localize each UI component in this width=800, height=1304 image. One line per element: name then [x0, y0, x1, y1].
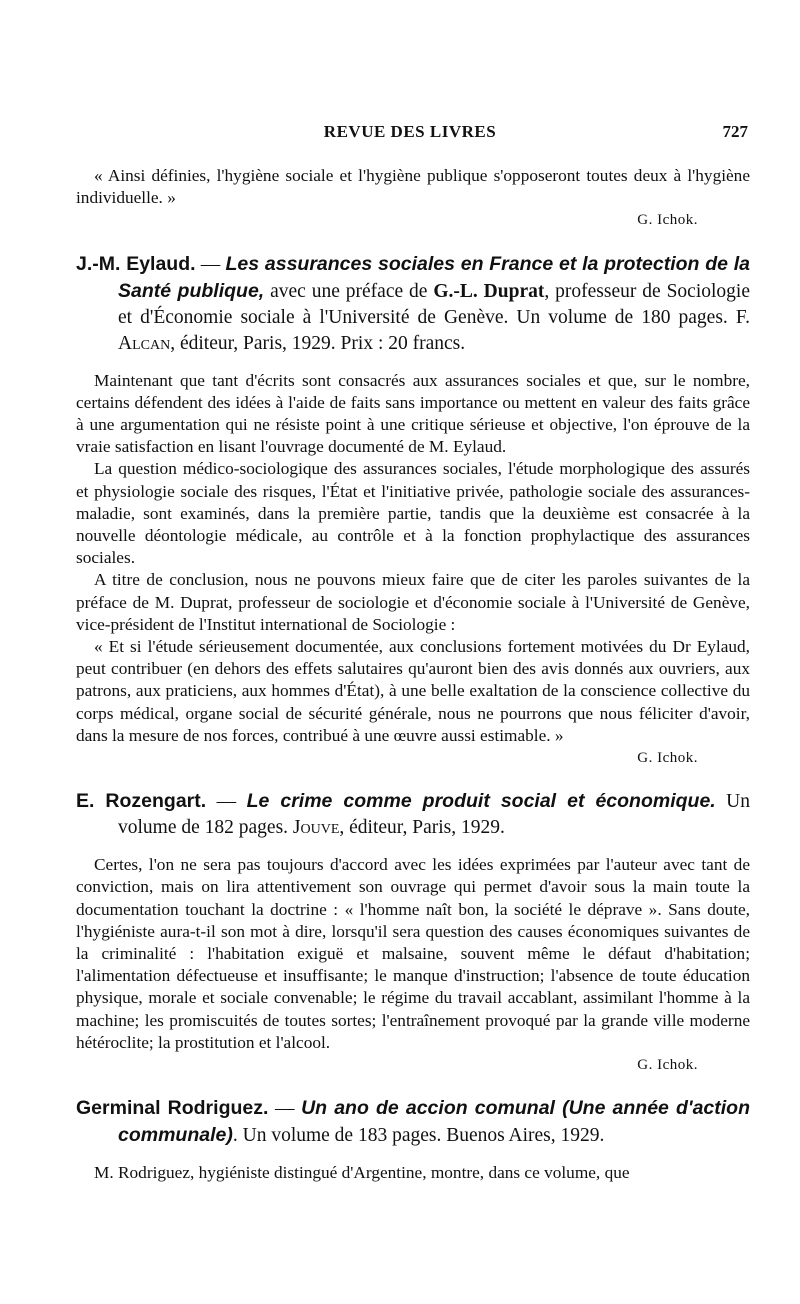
review-paragraph: La question médico-sociologique des assurances sociales, l'étude morphologique des assurés et physiologie sociale des risques, l'État et l'initiative privée, pathologie sociale des assurances-maladie, sont examinés, dans la première partie, tandis que la deuxième est consacrée à la nouvelle déontologie médicale, au contrôle et à la fonction prophylactique des assurances sociales.: [76, 459, 750, 568]
book-publisher: Jouve: [292, 817, 340, 839]
book-publisher: Alcan: [118, 332, 171, 354]
page-number: 727: [722, 122, 748, 141]
review-heading: [76, 788, 750, 841]
book-details: , professeur de Sociologie et d'Économie sociale à l'Université de Genève. Un volume de 180 pages. F.: [118, 280, 750, 328]
review-quote: « Et si l'étude sérieusement documentée, aux conclusions fortement motivées du Dr Eylaud, peut contribuer (en dehors des effets salutaires qu'auront bien des avis donnés aux ouvriers, aux patrons, aux praticiens, aux hommes d'État), à une belle exaltation de la conscience collective du corps médical, organe social de sécurité générale, nous ne pourrons que nous féliciter d'avoir, dans la mesure de nos forces, contribué à une œuvre aussi estimable. »: [76, 637, 750, 745]
review-paragraph: A titre de conclusion, nous ne pouvons mieux faire que de citer les paroles suivantes de la préface de M. Duprat, professeur de sociologie et d'économie sociale à l'Université de Genève, vice-président de l'Institut international de Sociologie :: [76, 570, 750, 634]
review-heading: [76, 251, 750, 357]
review-entry: [76, 788, 750, 1076]
review-author: Germinal Rodriguez.: [76, 1097, 269, 1120]
book-title: Le crime comme produit social et économique.: [246, 790, 716, 813]
preface-author: G.-L. Duprat: [433, 280, 545, 302]
book-title: Un ano de accion comunal (Une année d'action communale): [118, 1097, 750, 1147]
page-body: [76, 165, 750, 1185]
review-entry: [76, 251, 750, 770]
page-header: [70, 122, 750, 148]
review-author: E. Rozengart.: [76, 790, 207, 813]
heading-dash: —: [195, 253, 226, 275]
review-heading: [76, 1095, 750, 1149]
book-title: Les assurances sociales en France et la protection de la Santé publique,: [118, 252, 751, 302]
review-paragraph: Maintenant que tant d'écrits sont consacrés aux assurances sociales et que, sur le nombre, certains défendent des idées à l'aide de faits sans importance ou mettent en valeur des faits grâce à une argumentation qui ne résiste point à une critique sérieuse et objective, l'on éprouve de la vraie satisfaction en lisant l'ouvrage documenté de M. Eylaud.: [76, 370, 750, 457]
book-details: avec une préface de: [264, 280, 434, 302]
reviewer-signature: G. Ichok.: [637, 212, 698, 229]
review-paragraph: Certes, l'on ne sera pas toujours d'accord avec les idées exprimées par l'auteur avec tant de conviction, mais on lira attentivement son ouvrage qui permet d'avoir sous la main toute la documentation touchant la doctrine : « l'homme naît bon, la société le déprave ». Sans doute, l'hygiéniste aura-t-il son mot à dire, lorsqu'il sera question des causes économiques suivantes de la criminalité : l'habitation exiguë et malsaine, souvent même le défaut d'habitation; l'alimentation défectueuse et insuffisante; le manque d'instruction; l'absence de toute éducation physique, morale et sociale convenable; le régime du travail accablant, assimilant l'homme à la machine; les promiscuités de toutes sortes; l'entraînement provoqué par la grande ville moderne hétéroclite; la prostitution et l'alcool.: [76, 855, 750, 1052]
reviewer-signature: G. Ichok.: [637, 750, 698, 767]
book-details: , éditeur, Paris, 1929. Prix : 20 francs.: [170, 332, 466, 354]
review-paragraph: M. Rodriguez, hygiéniste distingué d'Argentine, montre, dans ce volume, que: [94, 1163, 630, 1183]
heading-dash: —: [268, 1098, 302, 1120]
book-details: Un volume de 182 pages.: [118, 791, 751, 839]
review-entry: [76, 1095, 750, 1184]
heading-dash: —: [206, 791, 247, 813]
running-title: REVUE DES LIVRES: [323, 122, 497, 141]
reviewer-signature: G. Ichok.: [637, 1057, 698, 1074]
review-author: J.-M. Eylaud.: [76, 252, 196, 275]
book-details: . Un volume de 183 pages. Buenos Aires, 1929.: [232, 1125, 605, 1147]
previous-review-quote: « Ainsi définies, l'hygiène sociale et l'hygiène publique s'opposeront toutes deux à l'hygiène individuelle. »: [76, 166, 750, 208]
book-details: , éditeur, Paris, 1929.: [339, 817, 505, 839]
